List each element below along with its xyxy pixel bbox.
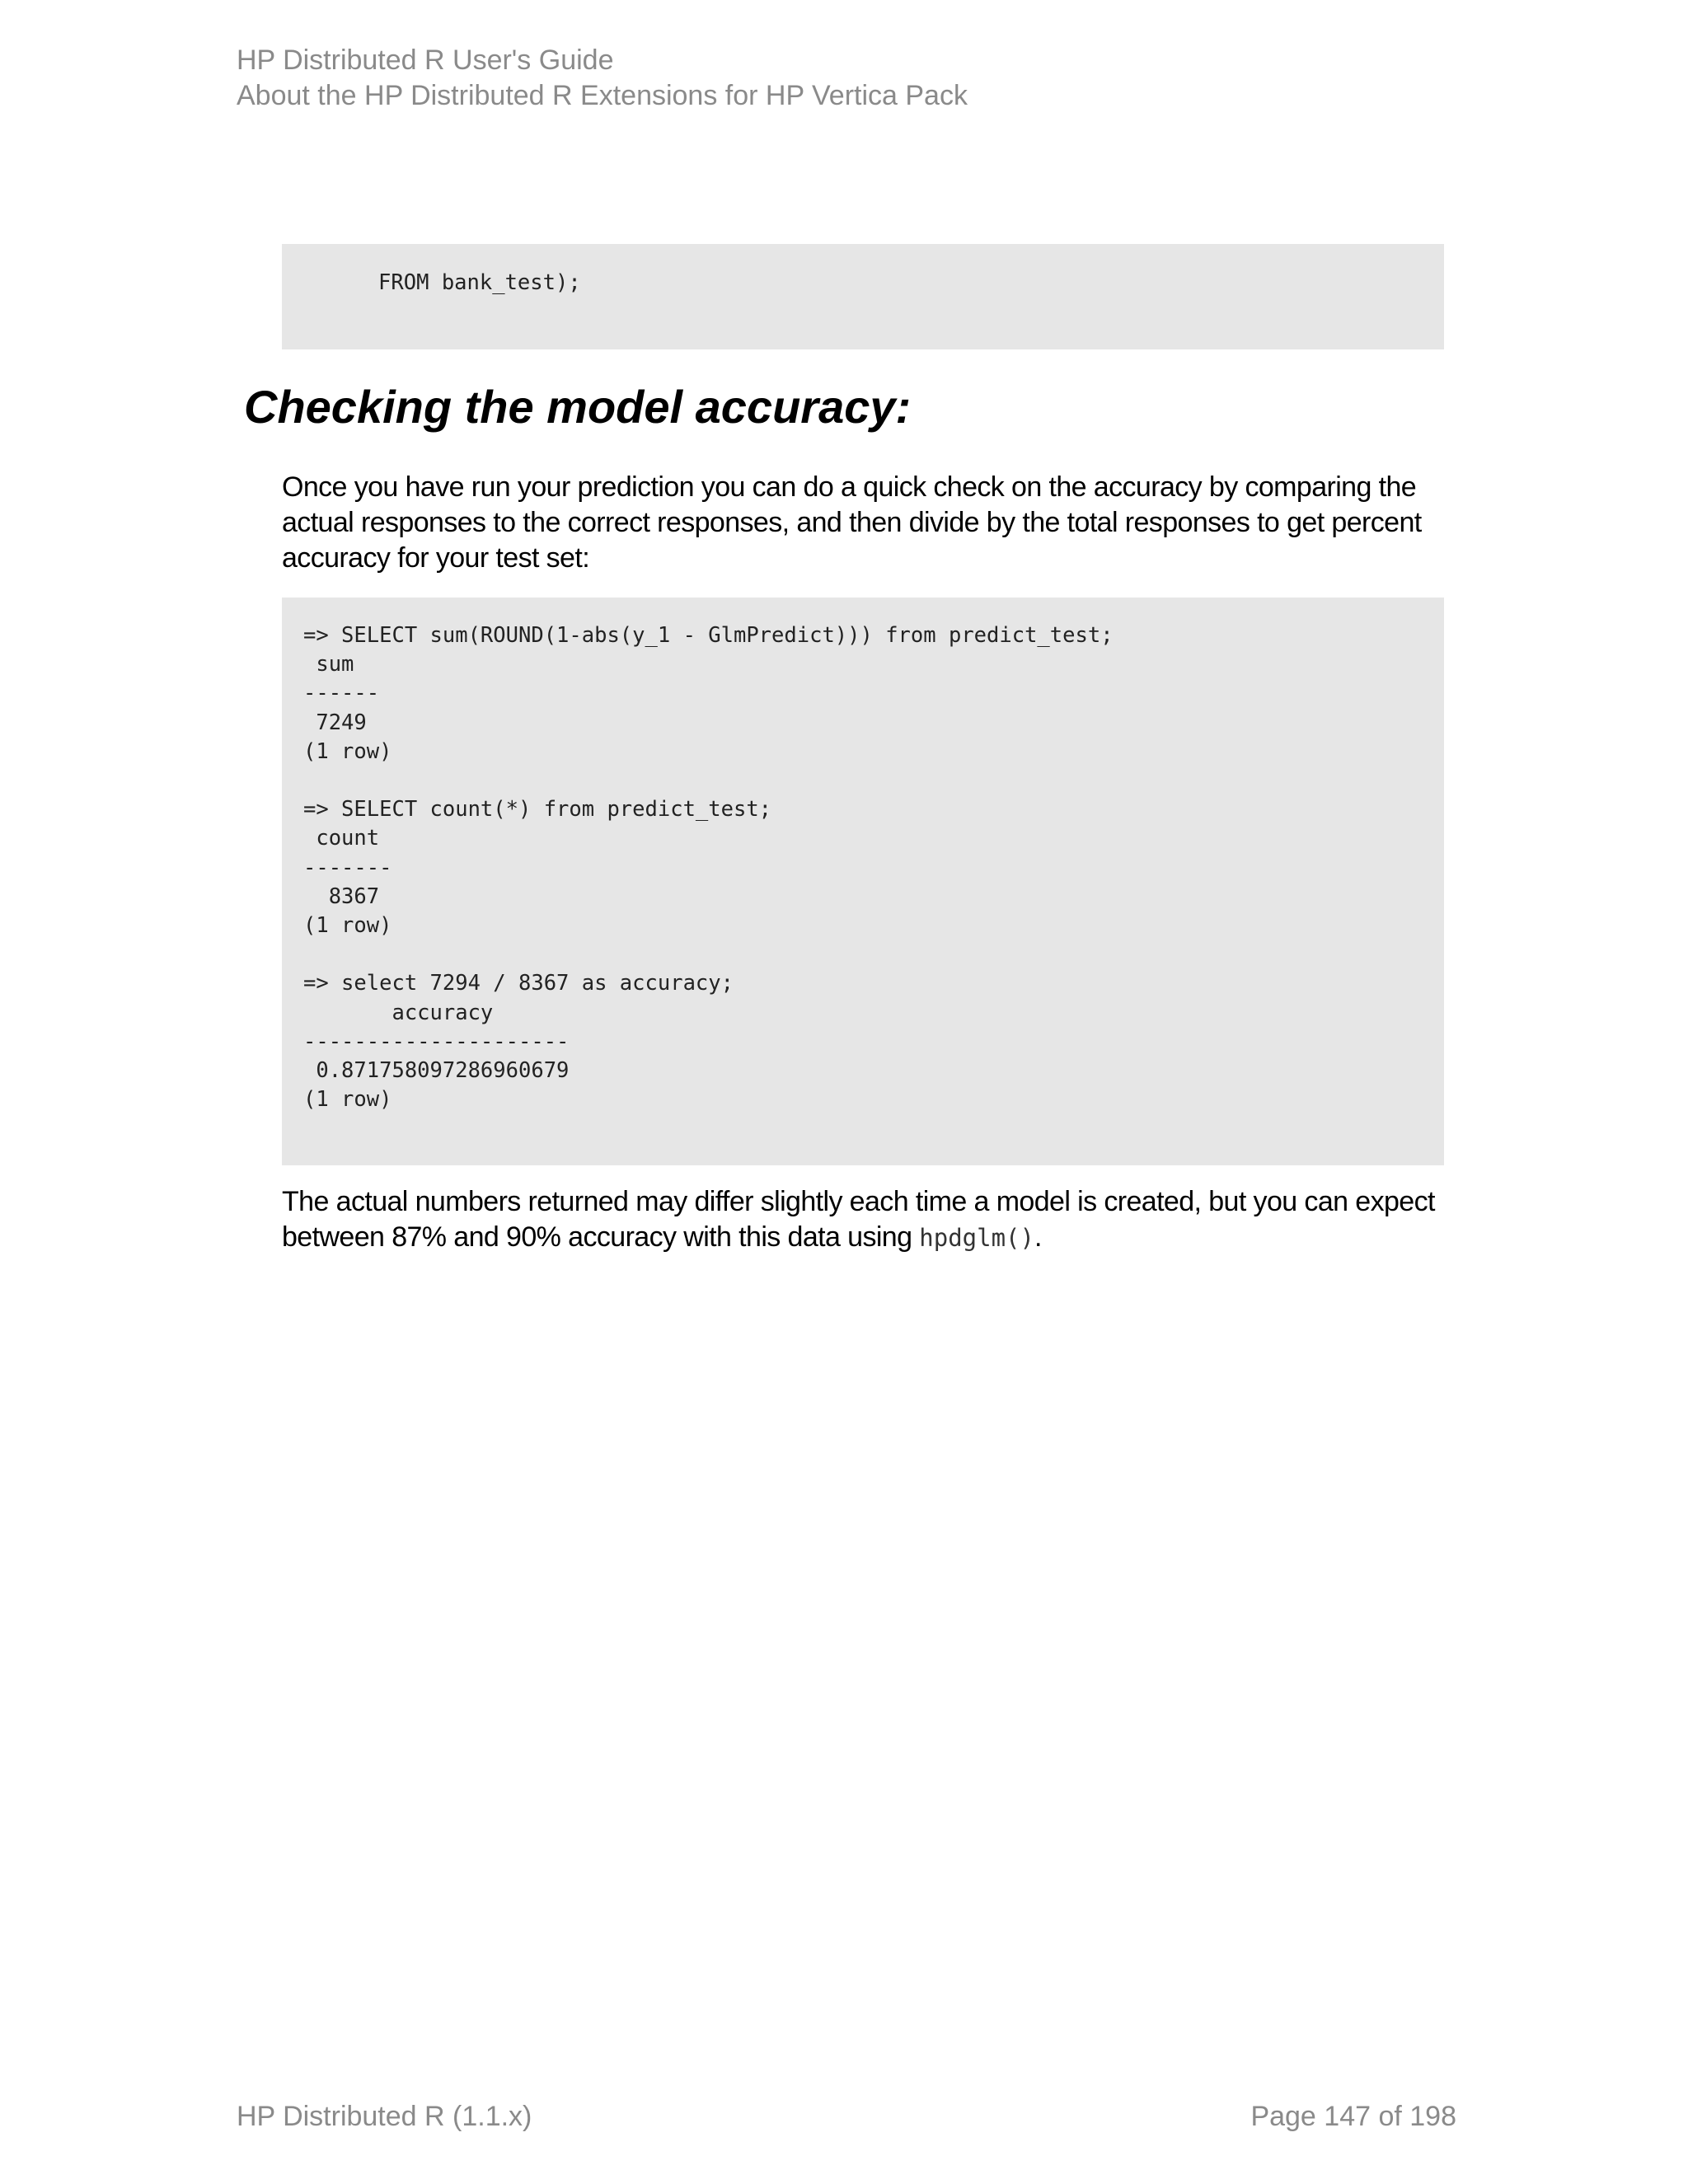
sql-code-block: => SELECT sum(ROUND(1-abs(y_1 - GlmPredict))) from predict_test; sum ------ 7249 (1 row) => SELECT count(*) from predict_test; count ------- 8367 (1 row) => select 7294 / 8367 as accuracy; accuracy --------------------- 0.871758097286960679 (1 row) [282, 598, 1444, 1165]
guide-title: HP Distributed R User's Guide [237, 45, 614, 76]
closing-paragraph [282, 1184, 1469, 1256]
footer-page-number: Page 147 of 198 [1250, 2101, 1456, 2132]
running-header [237, 43, 968, 114]
inline-code-function: hpdglm() [919, 1224, 1034, 1252]
footer-product: HP Distributed R (1.1.x) [237, 2101, 532, 2132]
intro-line: actual responses to the correct responses, and then divide by the total responses to get percent [282, 507, 1422, 538]
closing-period: . [1034, 1221, 1042, 1253]
intro-line: accuracy for your test set: [282, 542, 590, 574]
closing-line [282, 1220, 1469, 1256]
closing-line: The actual numbers returned may differ slightly each time a model is created, but you can expect [282, 1186, 1435, 1217]
closing-text: between 87% and 90% accuracy with this data using [282, 1221, 920, 1253]
intro-paragraph [282, 470, 1469, 576]
section-heading: Checking the model accuracy: [244, 381, 912, 433]
code-block-continuation: FROM bank_test); [282, 244, 1444, 349]
chapter-title: About the HP Distributed R Extensions for HP Vertica Pack [237, 80, 968, 111]
intro-line: Once you have run your prediction you can do a quick check on the accuracy by comparing the [282, 471, 1417, 503]
